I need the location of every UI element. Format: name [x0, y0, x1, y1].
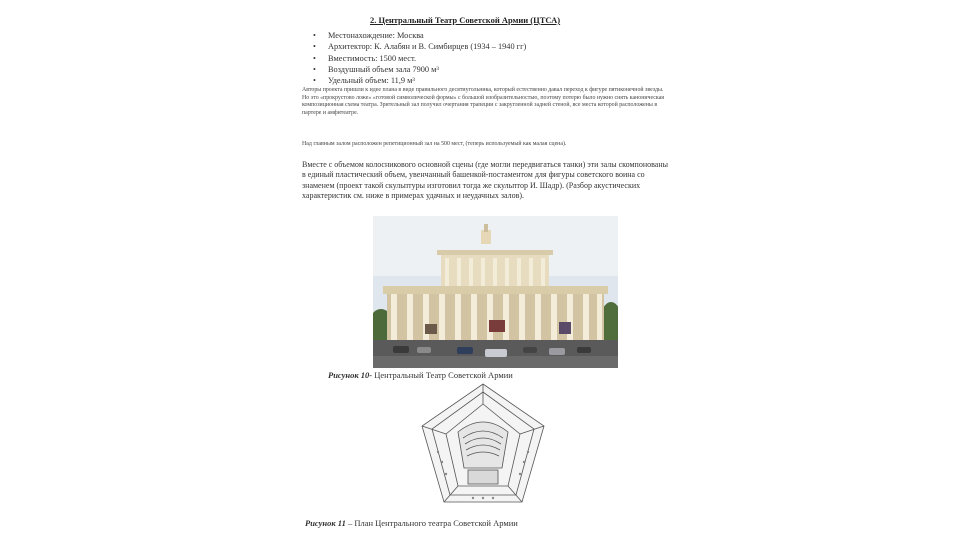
bullet-icon: • [313, 64, 316, 74]
facts-list [310, 30, 640, 86]
paragraph-composition: Вместе с объемом колосникового основной сцены (где могли передвигаться танки) эти залы скомпонованы в единый пластический объем, увенчанный башенкой-постаментом для фигуры советского воина со знаменем (проект такой скульптуры изготовил тогда же скульптор И. Шадр). (Разбор акустических характеристик см. ниже в примерах удачных и неудачных залов). [302, 160, 668, 200]
list-item [310, 41, 640, 52]
bullet-icon: • [313, 53, 316, 63]
figure-caption-plan [305, 518, 518, 528]
list-item [310, 53, 640, 64]
figure-text: Центральный Театр Советской Армии [372, 370, 513, 380]
fact-architect: Архитектор: К. Алабян и В. Симбирцев (1934 – 1940 гг) [328, 42, 527, 52]
bullet-icon: • [313, 31, 316, 40]
theater-photo [373, 216, 618, 368]
document-title: 2. Центральный Театр Советской Армии (ЦТСА) [370, 15, 561, 25]
list-item [310, 75, 640, 86]
fact-volume: Воздушный объем зала 7900 м³ [328, 64, 439, 74]
figure-label: Рисунок 10- [328, 370, 373, 380]
figure-label: Рисунок 11 [305, 518, 346, 528]
paragraph-design: Авторы проекта пришли к идее плана в виде правильного десятиугольника, который естественно давал переход к фигуре пятиконечной звезды. Но это «прокрустово ложе» «готовой символической формы» с большой изобразительностью, поэтому потерю было нужно снять каноническая композиционная схема театра. Зрительный зал получил очертания трапеции с закругленной задней стеной, все места которой расположены в партере и амфитеатре. [302, 87, 664, 116]
list-item [310, 64, 640, 75]
figure-text: – План Центрального театра Советской Армии [345, 518, 518, 528]
figure-caption-photo [328, 370, 513, 380]
paragraph-rehearsal-hall: Над главным залом расположен репетиционный зал на 500 мест, (теперь используемый как малая сцена). [302, 141, 567, 147]
fact-location: Местонахождение: Москва [328, 31, 424, 40]
fact-capacity: Вместимость: 1500 мест. [328, 53, 417, 63]
bullet-icon: • [313, 42, 316, 52]
list-item [310, 30, 640, 41]
fact-specific-volume: Удельный объем: 11,9 м³ [328, 76, 415, 86]
bullet-icon: • [313, 76, 316, 86]
floor-plan-drawing [418, 382, 548, 506]
